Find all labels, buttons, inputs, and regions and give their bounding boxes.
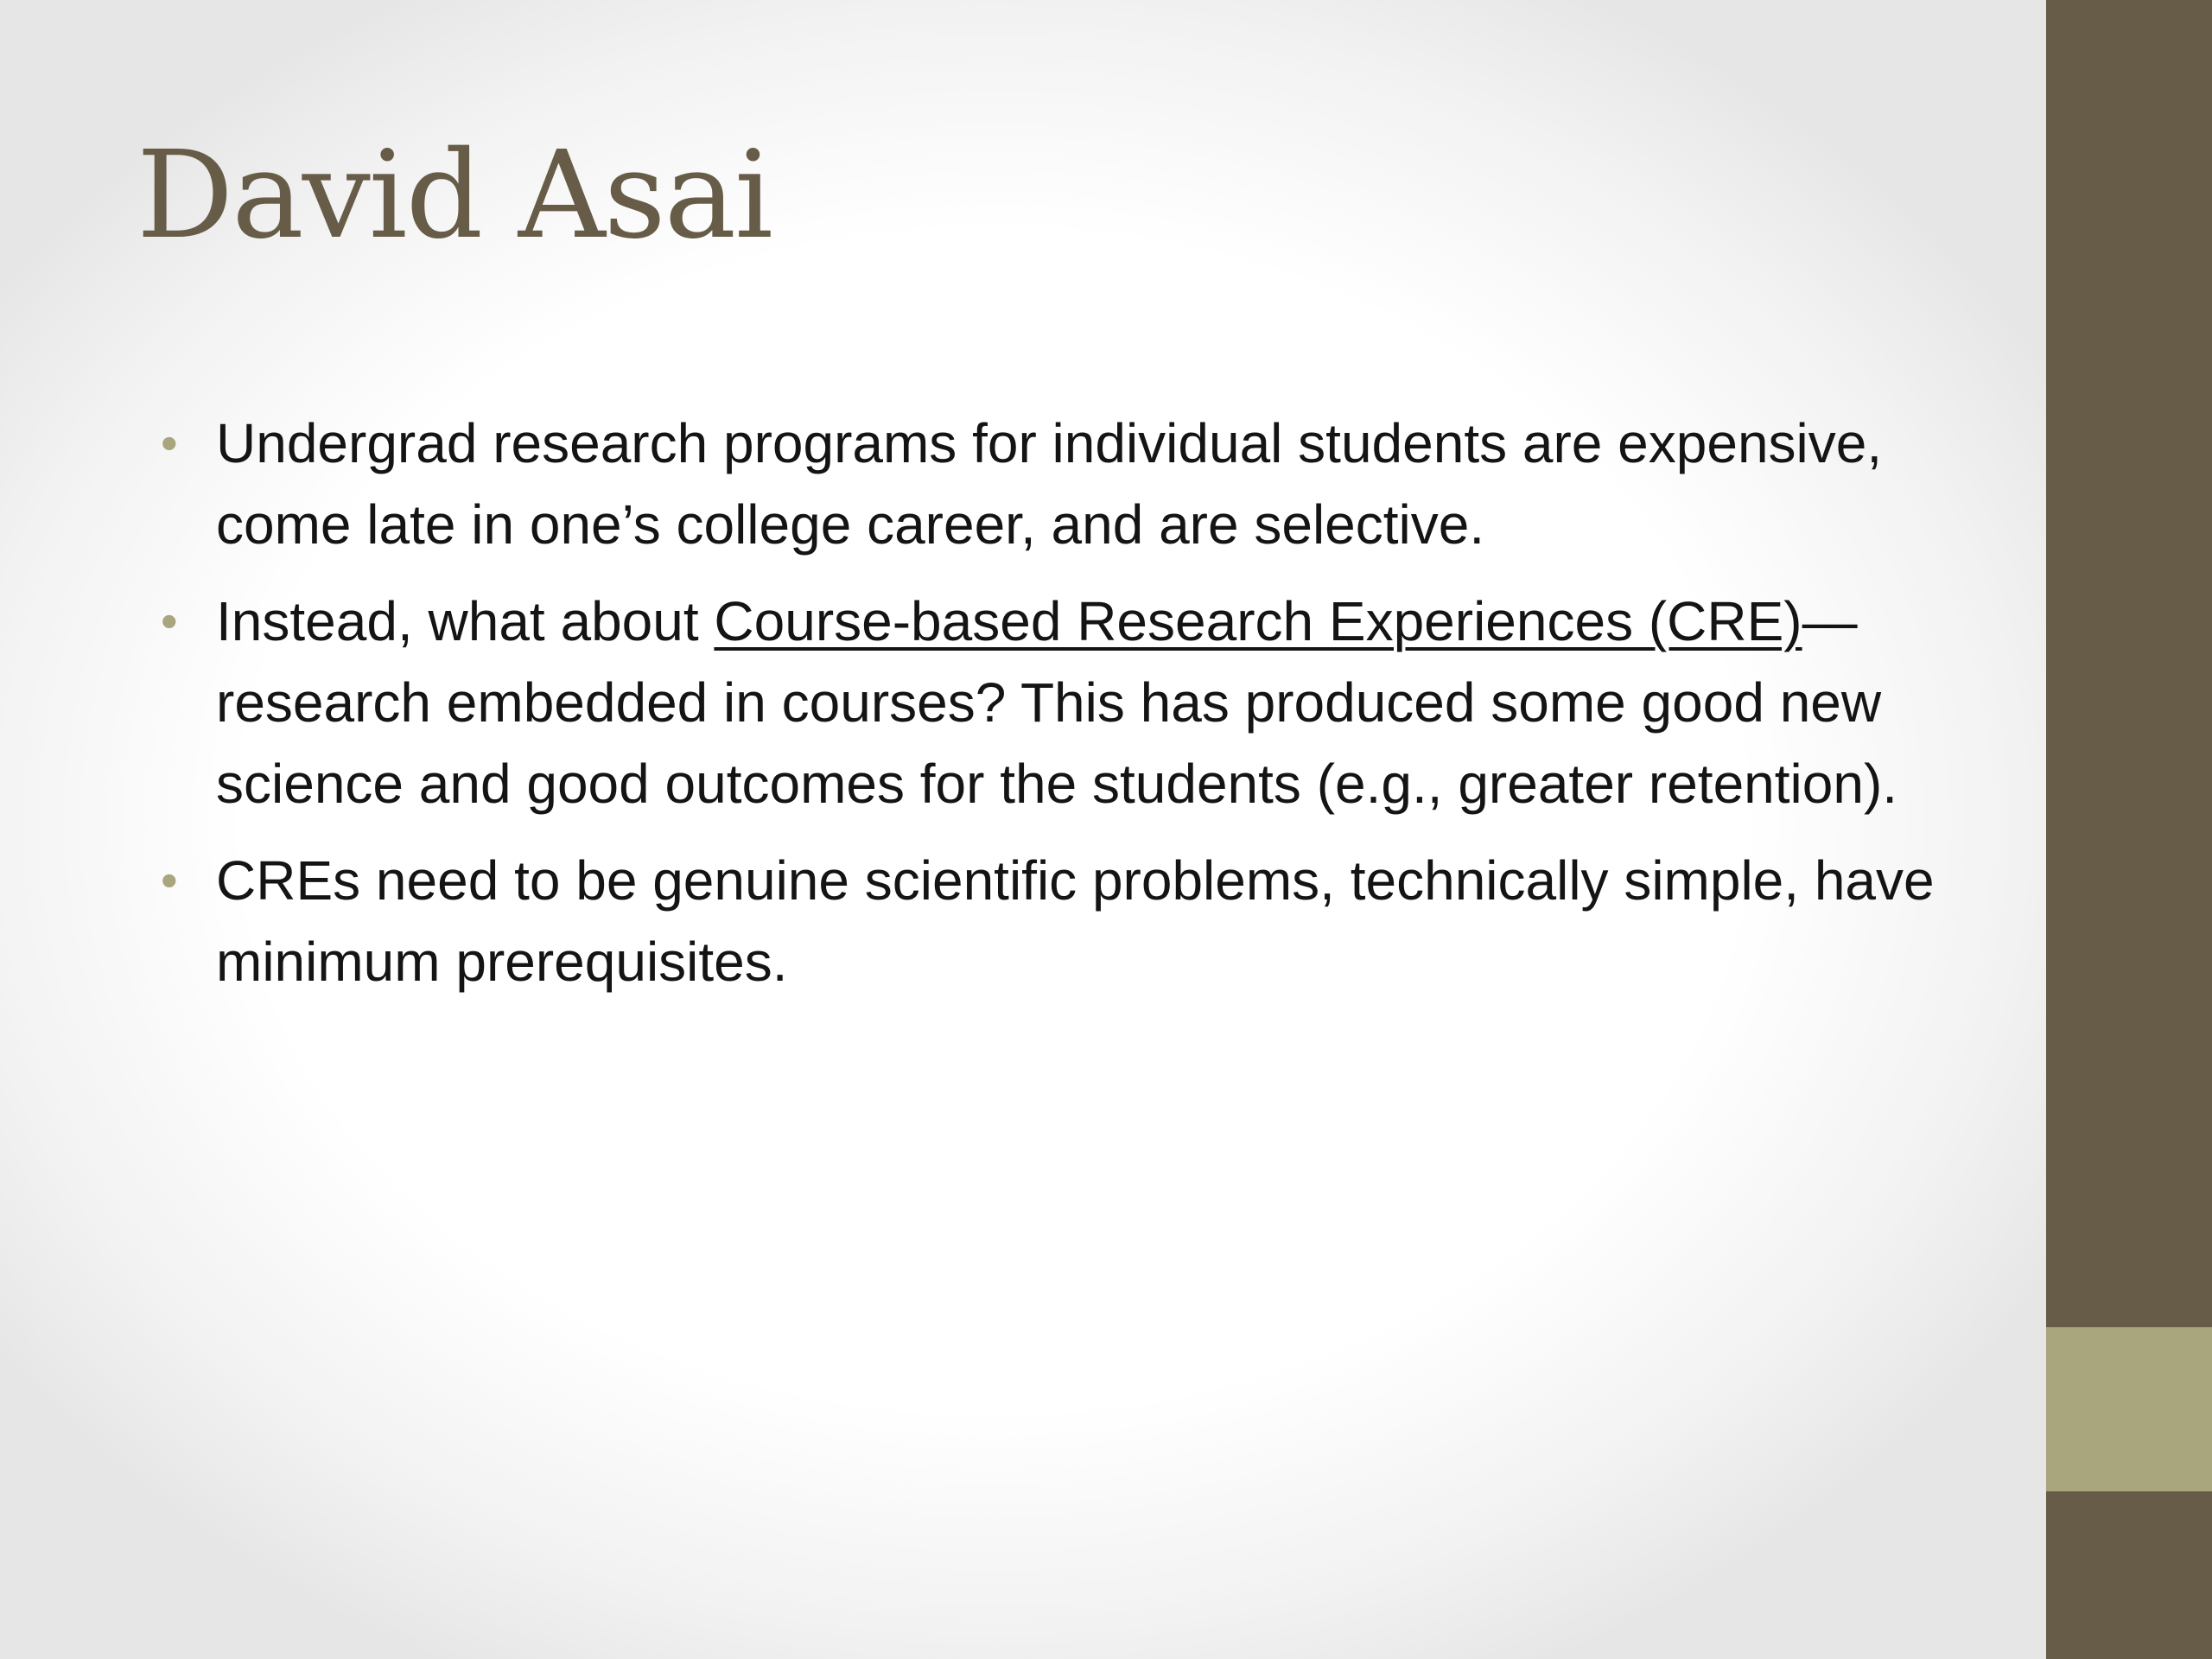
bullet-text-suffix: —research embedded in courses? This has produced some good new science and good outcomes for the students (e.g., greater retention). [216, 590, 1898, 815]
bullet-marker: • [161, 853, 178, 907]
bullet-text-prefix: Instead, what about [216, 590, 715, 652]
bullet-marker: • [161, 594, 178, 648]
bullet-text: CREs need to be genuine scientific problems, technically simple, have minimum prerequisites. [216, 849, 1935, 993]
bullet-item [0, 403, 1953, 565]
slide-title: David Asai [137, 125, 772, 266]
bullet-text: Undergrad research programs for individual students are expensive, come late in one’s college career, and are selective. [216, 412, 1883, 556]
bullet-item [0, 581, 1953, 824]
bullet-marker: • [161, 416, 178, 470]
sidebar-accent-block [2046, 1327, 2212, 1491]
bullet-list [0, 403, 2046, 1018]
bullet-item [0, 840, 1953, 1002]
cre-link[interactable]: Course-based Research Experiences (CRE) [714, 590, 1802, 652]
